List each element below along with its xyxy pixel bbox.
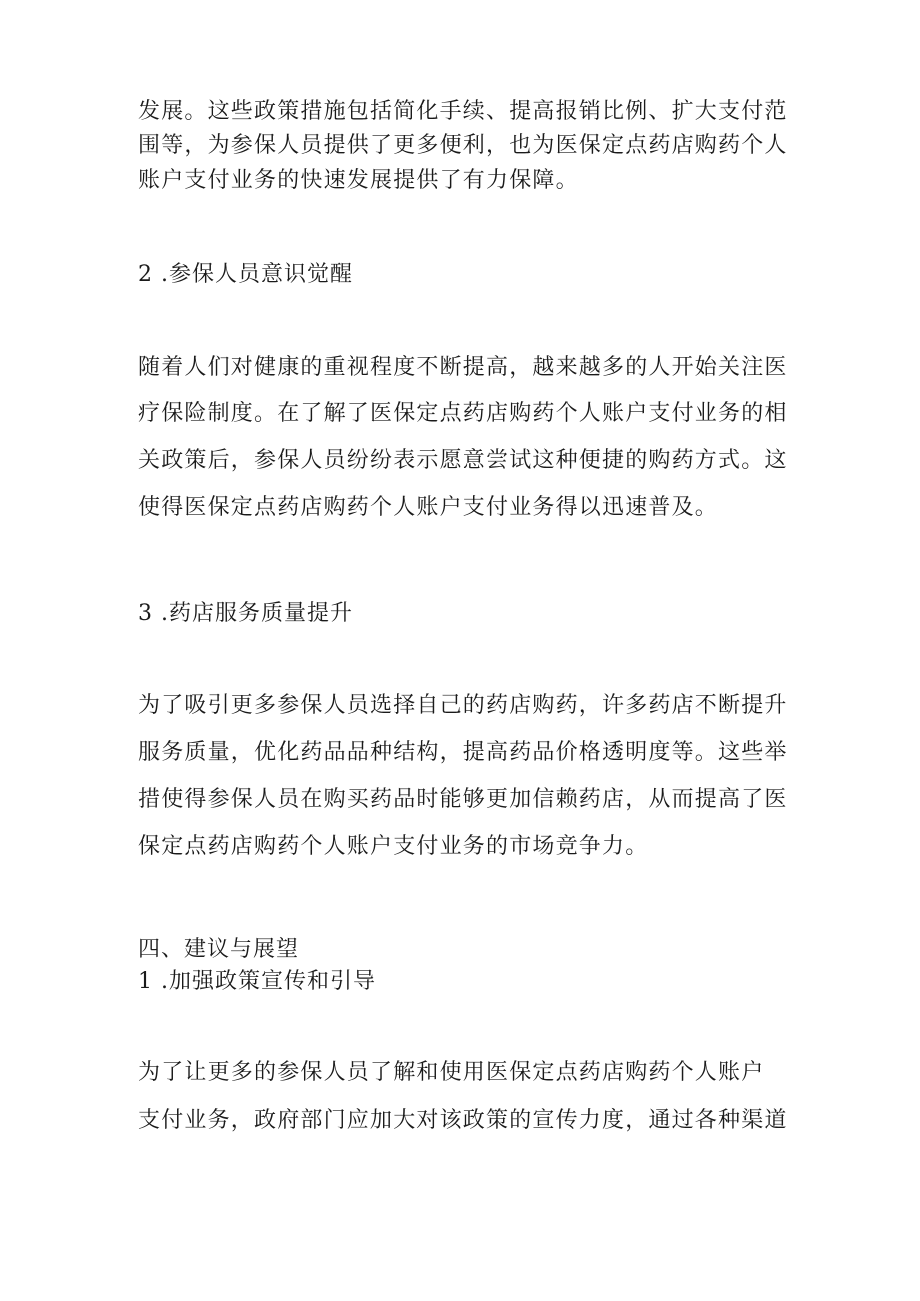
paragraph-line: 账户支付业务的快速发展提供了有力保障。	[138, 168, 579, 193]
paragraph-line: 保定点药店购药个人账户支付业务的市场竞争力。	[138, 834, 649, 859]
paragraph-line: 随着人们对健康的重视程度不断提高，越来越多的人开始关注医	[138, 355, 788, 380]
paragraph-line: 围等，为参保人员提供了更多便利，也为医保定点药店购药个人	[138, 133, 788, 158]
subheading: 3 .药店服务质量提升	[138, 601, 353, 626]
section-title: 四、建议与展望	[138, 937, 300, 962]
paragraph-line: 关政策后，参保人员纷纷表示愿意尝试这种便捷的购药方式。这	[138, 448, 788, 473]
paragraph-line: 服务质量，优化药品品种结构，提高药品价格透明度等。这些举	[138, 740, 788, 765]
subheading: 2 .参保人员意识觉醒	[138, 262, 353, 287]
paragraph-line: 措使得参保人员在购买药品时能够更加信赖药店，从而提高了医	[138, 787, 788, 812]
paragraph-line: 为了吸引更多参保人员选择自己的药店购药，许多药店不断提升	[138, 693, 788, 718]
paragraph-line: 支付业务，政府部门应加大对该政策的宣传力度，通过各种渠道	[138, 1108, 788, 1133]
paragraph-line: 使得医保定点药店购药个人账户支付业务得以迅速普及。	[138, 495, 719, 520]
subheading: 1 .加强政策宣传和引导	[138, 969, 376, 994]
paragraph-line: 发展。这些政策措施包括简化手续、提高报销比例、扩大支付范	[138, 99, 788, 124]
paragraph-line: 疗保险制度。在了解了医保定点药店购药个人账户支付业务的相	[138, 401, 788, 426]
paragraph-line: 为了让更多的参保人员了解和使用医保定点药店购药个人账户	[138, 1060, 765, 1085]
